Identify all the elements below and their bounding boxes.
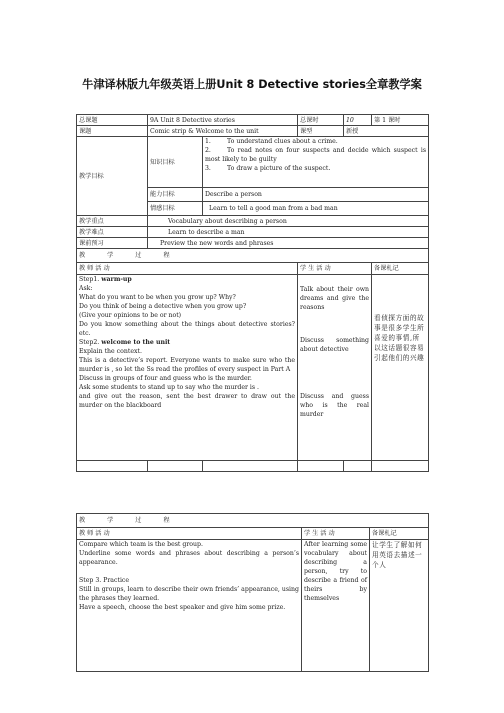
- goal-item: 1. To understand clues about a crime.: [205, 138, 338, 145]
- student-activities: [298, 275, 372, 461]
- teacher-line: Step1. warm-up: [79, 276, 132, 283]
- knowledge-goals: [203, 137, 429, 188]
- preview-value: Preview the new words and phrases: [148, 238, 429, 249]
- total-value: 10: [344, 115, 372, 126]
- key-point-label: 教学重点: [77, 216, 148, 227]
- topic-value: 9A Unit 8 Detective stories: [148, 115, 298, 126]
- teacher-line: Still in groups, learn to describe their own friends’ appearance, using the phrases they learned.: [79, 586, 299, 602]
- goals-label: 教学目标: [77, 137, 148, 216]
- lesson-label: 课题: [77, 126, 148, 137]
- student-block: Discuss something about detective: [300, 337, 369, 353]
- teacher-line: What do you want to be when you grow up? Why?: [79, 294, 236, 301]
- difficult-point-label: 教学难点: [77, 227, 148, 238]
- key-point-value: Vocabulary about describing a person: [148, 216, 429, 227]
- teacher-line: and give out the reason, sent the best drawer to draw out the murder on the blackboard: [79, 393, 295, 409]
- teacher-line: This is a detective’s report. Everyone wants to make sure who the murder is , so let the Ss read the profiles of every suspect in Part A: [79, 357, 295, 373]
- preview-label: 课前预习: [77, 238, 148, 249]
- teacher-line: Ask:: [79, 285, 93, 292]
- lesson-value: Comic strip & Welcome to the unit: [148, 126, 298, 137]
- goal-item: 2. To read notes on four suspects and decide which suspect is most likely to be guilty: [205, 147, 426, 163]
- emotion-value: Learn to tell a good man from a bad man: [203, 202, 429, 216]
- teacher-line: Discuss in groups of four and guess who is the murder.: [79, 375, 252, 382]
- teacher-line: Compare which team is the best group.: [79, 541, 203, 548]
- teacher-line: Step2. welcome to the unit: [79, 339, 171, 346]
- student-block: Talk about their own dreams and give the reasons: [300, 286, 369, 311]
- type-value: 新授: [344, 126, 429, 137]
- teacher-line: Have a speech, choose the best speaker and give him some prize.: [79, 604, 286, 611]
- teacher-line: Step 3. Practice: [79, 577, 130, 584]
- teacher-line: Underline some words and phrases about describing a person’s appearance.: [79, 550, 299, 566]
- student-activities-2: After learning some vocabulary about describing a person, try to describe a friend of theirs by themselves: [302, 540, 370, 672]
- total-label: 总课时: [298, 115, 344, 126]
- teaching-notes: 看侦探方面的故事是很多学生所喜爱的事情,所以这话题很容易引起他们的兴趣: [372, 275, 429, 461]
- teacher-line: [79, 567, 299, 576]
- lesson-number: 第 1 课时: [372, 115, 429, 126]
- process-heading: 教 学 过 程: [77, 249, 429, 263]
- teacher-activities: [77, 275, 298, 461]
- teacher-line: (Give your opinions to be or not): [79, 312, 182, 319]
- notes-column-header: 备课札记: [372, 263, 429, 275]
- lesson-plan-table: [76, 114, 429, 472]
- teacher-activities-2: [77, 540, 302, 672]
- teacher-column-header-2: 教 师 活 动: [77, 528, 302, 540]
- document-title: 牛津译林版九年级英语上册Unit 8 Detective stories全章教学案: [82, 78, 422, 91]
- type-label: 课型: [298, 126, 344, 137]
- teaching-notes-2: 让学生了解如何用英语去描述一个人: [370, 540, 429, 672]
- notes-column-header-2: 备课札记: [370, 528, 429, 540]
- teacher-line: Do you know something about the things about detective stories? etc.: [79, 321, 295, 337]
- topic-label: 总课题: [77, 115, 148, 126]
- student-block: Discuss and guess who is the real murder: [300, 393, 369, 418]
- lesson-plan-table-continued: [76, 513, 429, 672]
- goal-item: 3. To draw a picture of the suspect.: [205, 165, 331, 172]
- student-column-header-2: 学 生 活 动: [302, 528, 370, 540]
- teacher-column-header: 教 师 活 动: [77, 263, 298, 275]
- teacher-line: Do you think of being a detective when you grow up?: [79, 303, 247, 310]
- teacher-line: Explain the context.: [79, 348, 142, 355]
- knowledge-label: 知识目标: [148, 137, 203, 188]
- difficult-point-value: Learn to describe a man: [148, 227, 429, 238]
- emotion-label: 情感目标: [148, 202, 203, 216]
- student-column-header: 学 生 活 动: [298, 263, 372, 275]
- teacher-line: Ask some students to stand up to say who the murder is .: [79, 384, 260, 391]
- ability-label: 能力目标: [148, 188, 203, 202]
- process-heading-2: 教 学 过 程: [77, 514, 429, 528]
- ability-value: Describe a person: [203, 188, 429, 202]
